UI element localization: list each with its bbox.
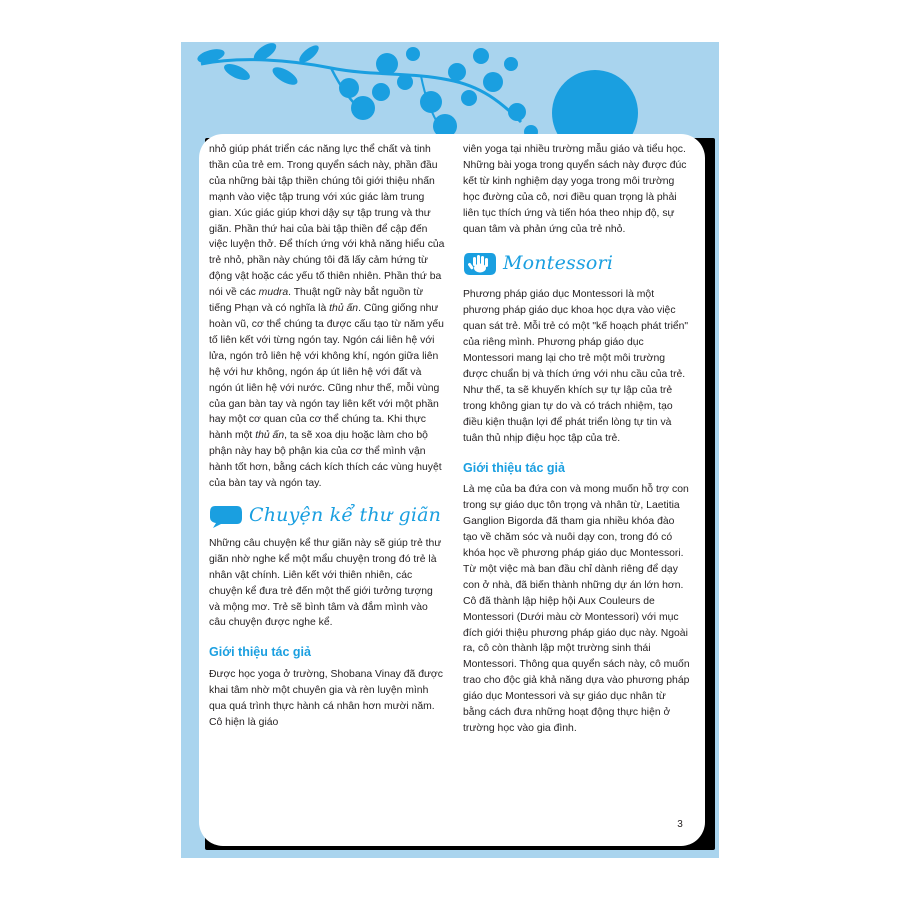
page-number: 3 xyxy=(669,814,691,836)
hand-print-icon xyxy=(463,249,497,279)
left-column xyxy=(209,142,445,731)
story-paragraph: Những câu chuyện kể thư giãn này sẽ giúp trẻ thư giãn nhờ nghe kể một mẩu chuyện trong đó trẻ là nhân vật chính. Liên kết với thiên nhiên, các chuyện kể đưa trẻ đến một thế giới tưởng tượng và mộng mơ. Trẻ sẽ bình tâm và đắm mình vào câu chuyện được nghe kể. xyxy=(209,537,442,629)
author-paragraph-right: Là mẹ của ba đứa con và mong muốn hỗ trợ con trong sự giáo dục tôn trọng và nhân từ, Laetitia Ganglion Bigorda đã tham gia nhiều khóa đào tạo về chăm sóc và nuôi dạy con, trong đó có khóa học về phương pháp giáo dục Montessori. Từ một việc mà ban đầu chỉ dành riêng để dạy con ở nhà, đã biến thành những dự án lớn hơn. Cô đã thành lập hiệp hội Aux Couleurs de Montessori (Dưới màu cờ Montessori) với mục đích giới thiệu phương pháp giáo dục này. Ngoài ra, cô còn thành lập một trường sinh thái Montessori. Thông qua quyển sách này, cô muốn trao cho độc giả khả năng dựa vào phương pháp giáo dục Montessori và sự giáo dục nhân từ bằng cách đưa những hoạt động thực hiện ở trường học vào gia đình. xyxy=(463,484,690,734)
story-heading xyxy=(209,504,445,528)
author-heading-left: Giới thiệu tác giả xyxy=(209,645,311,660)
montessori-paragraph: Phương pháp giáo dục Montessori là một phương pháp giáo dục khoa học dựa vào việc quan sát trẻ. Mỗi trẻ có một "kế hoạch phát triển" của riêng mình. Phương pháp giáo dục Montessori mang lại cho trẻ một môi trường được chuẩn bị và thích ứng với nhu cầu của trẻ. Như thế, ta sẽ khuyến khích sự tự lập của trẻ trong không gian tự do và có trách nhiệm, tạo điều kiện thuận lợi để phát triển lòng tự tin và tuân thủ nhịp điệu học tập của trẻ. xyxy=(463,289,689,444)
book-page xyxy=(181,42,719,858)
content-card xyxy=(199,134,705,846)
intro-paragraph: nhỏ giúp phát triển các năng lực thể chất và tinh thần của trẻ em. Trong quyển sách này, phần đầu của những bài tập thiền chúng tôi giới thiệu nhấn mạnh vào việc tập trung với xúc giác làm trung gian. Xúc giác giúp khơi dậy sự tập trung và thư giãn. Phần thứ hai của bài tập thiền để cập đến việc luyện thở. Để thích ứng với khả năng hiểu của trẻ nhỏ, phần này chúng tôi đã lấy cảm hứng từ động vật hoặc các yếu tố thiên nhiên. Phần thứ ba nói về các mudra. Thuật ngữ này bắt nguồn từ tiếng Phạn và có nghĩa là thủ ấn. Cũng giống như hoàn vũ, cơ thể chúng ta được cấu tạo từ năm yếu tố liên kết với từng ngón tay. Ngón cái liên hệ với lửa, ngón trỏ liên hệ với không khí, ngón giữa liên hệ với hư không, ngón áp út liên hệ với đất và ngón út liên hệ với nước. Cũng như thế, mỗi vùng của gan bàn tay và ngón tay liên kết với một phần hay một cơ quan của cơ thể chúng ta. Khi thực hành một thủ ấn, ta sẽ xoa dịu hoặc làm cho bộ phận này hay bộ phận kia của cơ thể mình vận hành tốt hơn, bằng cách kích thích các vùng huyệt của bàn tay và ngón tay. xyxy=(209,144,445,490)
speech-bubble-icon xyxy=(209,504,243,528)
story-heading-label: Chuyện kể thư giãn xyxy=(249,503,442,526)
author-heading-right: Giới thiệu tác giả xyxy=(463,460,565,475)
montessori-heading xyxy=(463,249,691,279)
right-column xyxy=(463,142,691,737)
continued-paragraph: viên yoga tại nhiều trường mẫu giáo và tiểu học. Những bài yoga trong quyển sách này được đúc kết từ kinh nghiệm dạy yoga trong môi trường học đường của cô, nơi điều quan trọng là phải liên tục thích ứng và tiến hóa theo nhịp độ, sự quan tâm và phản ứng của trẻ nhỏ. xyxy=(463,144,687,235)
author-paragraph-left: Được học yoga ở trường, Shobana Vinay đã được khai tâm nhờ một chuyên gia và rèn luyện mình qua quá trình thực hành cá nhân hơn mười năm. Cô hiện là giáo xyxy=(209,669,443,728)
montessori-heading-label: Montessori xyxy=(503,252,614,275)
